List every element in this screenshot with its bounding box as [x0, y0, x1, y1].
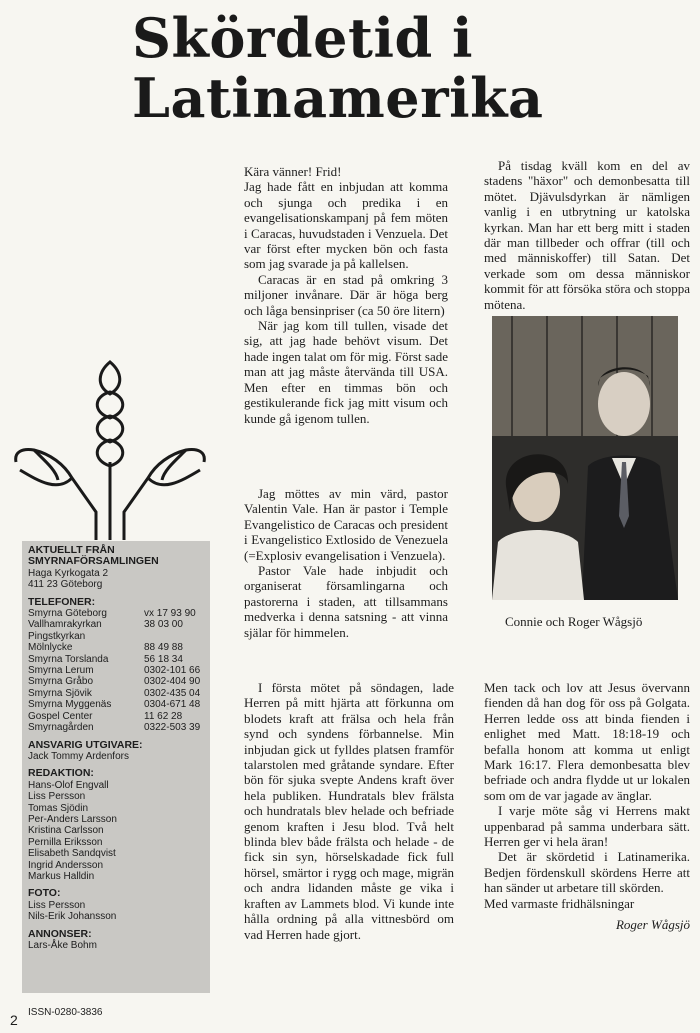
editor-name: Elisabeth Sandqvist — [28, 848, 116, 860]
phone-row — [28, 665, 204, 676]
photo-credit: Nils-Erik Johansson — [28, 911, 117, 923]
column-1-bottom — [244, 486, 448, 640]
paragraph: Med varmaste fridhälsningar — [484, 895, 635, 911]
sidebar-heading: SMYRNAFÖRSAMLINGEN — [28, 555, 159, 568]
phone-number: 0304-671 48 — [144, 699, 201, 711]
phone-row — [28, 688, 204, 699]
editor-name: Liss Persson — [28, 791, 86, 803]
issn: ISSN-0280-3836 — [28, 1007, 103, 1019]
title-line-2: Latinamerika — [132, 66, 544, 130]
wheat-hands-logo — [10, 352, 210, 542]
paragraph: Jag hade fått en inbjudan att komma och sjunga och predika i en evangelisationskampanj på fem möten i Caracas, huvudstaden i Venzuela. Det var först efter mycken bön och fasta som jag svarade ja på kallelsen. — [244, 179, 448, 272]
phone-location: Mölnlycke — [28, 642, 73, 654]
phone-number: 0302-101 66 — [144, 665, 201, 677]
paragraph: I första mötet på söndagen, lade Herren på mitt hjärta att förkunna om blodets kraft att frälsa och hela från synd och syndens förbannelse. Min inbjudan gick ut fylldes platsen framför talarstolen med gråtande syndare. Efter bön för sjuka svepte Andens kraft över hela publiken. Hundratals blev frälsta och hundratals blev helade och befriade genom kraften i Jesu blod. Två helt blinda blev både frälsta och helade - de fick sin syn, hörselskadade fick full hörsel, smärtor i rygg och mage, migrän och andra lidanden måste ge vika i kraften av Lammets blod. Vi kunde inte hålla ordning på alla vittnesbörd om vad Herren hade gjort. — [244, 680, 454, 942]
column-4 — [484, 680, 690, 933]
paragraph: På tisdag kväll kom en del av stadens "häxor" och demonbesattа till mötet. Djävulsdyrkan är nämligen vanlig i en utbrytning ur katolska kyrkan. Man har ett berg mitt i staden där man tillbeder och offrar (till och med människoffer) till Satan. Det verkade som om dessa människor kommit för att försöka störa och stoppa mötena. — [484, 158, 690, 312]
phone-row — [28, 699, 204, 710]
editor-name: Hans-Olof Engvall — [28, 779, 109, 791]
column-1-top — [244, 164, 448, 426]
address-line: 411 23 Göteborg — [28, 579, 103, 591]
ads-contact: Lars-Åke Bohm — [28, 940, 97, 951]
phone-number: 0322-503 39 — [144, 722, 201, 734]
paragraph: Jag möttes av min värd, pastor Valentin Vale. Han är pastor i Temple Evangelistico de Caracas och president i Evangelistico Extlosido de Venezuela (=Explosiv evangelisation i Venzuela). — [244, 486, 448, 563]
phones-heading: TELEFONER: — [28, 595, 96, 608]
phone-location: Smyrna Torslanda — [28, 653, 109, 665]
phone-location: Smyrna Gråbo — [28, 676, 94, 688]
phone-number: 38 03 00 — [144, 619, 183, 631]
phone-location: Gospel Center — [28, 710, 93, 722]
editors-heading: REDAKTION: — [28, 767, 94, 780]
paragraph: När jag kom till tullen, visade det sig, att jag hade behövt visum. Det hade ingen talat om för mig. Först sade man att jag måste återvända till USA. Men efter en timmas bön och gestikulerande fick jag mitt visum och kunde gå igenom tullen. — [244, 318, 448, 426]
signature: Roger Wågsjö — [615, 917, 690, 933]
paragraph: Pastor Vale hade inbjudit och organiserat församlingarna och pastorerna i staden, att tillsammans medverka i denna satsning - att vinna själar för himmelen. — [244, 563, 448, 640]
paragraph: Kära vänner! Frid! — [244, 164, 342, 179]
title-line-1: Skördetid i — [132, 6, 474, 70]
column-2-top — [484, 158, 690, 312]
portrait-photo — [492, 316, 678, 600]
paragraph: Men tack och lov att Jesus övervann fienden då han dog för oss på Golgata. Herren ledde oss att binda fienden i enlighet med Matt. 18:18-19 och befalla honom att komma ut enligt Mark 16:17. Flera demonbesatta blev befriade och andra flydde ut ur lokalen som om de var jagade av änglar. — [484, 680, 690, 803]
phone-location: Smyrna Myggenäs — [28, 699, 112, 711]
phone-location: Smyrna Göteborg — [28, 608, 107, 620]
page-number: 2 — [10, 1012, 18, 1028]
ads-heading: ANNONSER: — [28, 927, 92, 940]
phone-row — [28, 654, 204, 665]
paragraph: Caracas är en stad på omkring 3 miljoner invånare. Där är höga berg och låga bensinpriser (ca 50 öre litern) — [244, 271, 448, 318]
sidebar-heading: AKTUELLT FRÅN — [28, 544, 115, 556]
paragraph: Det är skördetid i Latinamerika. Bedjen fördenskull skördens Herre att han sänder ut arbetare till skörden. — [484, 849, 690, 896]
phone-row — [28, 676, 204, 687]
phone-number: 11 62 28 — [144, 710, 183, 722]
phone-row — [28, 642, 204, 653]
photo-credit-heading: FOTO: — [28, 887, 61, 900]
phone-list — [28, 608, 204, 733]
publisher-name: Jack Tommy Ardenfors — [28, 750, 129, 762]
phone-number: 88 49 88 — [144, 642, 183, 654]
phone-location: Vallhamrakyrkan — [28, 619, 102, 631]
photo-credit: Liss Persson — [28, 899, 86, 911]
phone-row — [28, 608, 204, 619]
editor-name: Kristina Carlsson — [28, 825, 104, 837]
phone-number: vx 17 93 90 — [144, 608, 196, 620]
publisher-heading: ANSVARIG UTGIVARE: — [28, 738, 143, 751]
editor-name: Markus Halldin — [28, 870, 95, 882]
info-sidebar — [22, 541, 210, 1019]
address-line: Haga Kyrkogata 2 — [28, 567, 109, 579]
phone-number: 0302-435 04 — [144, 687, 201, 699]
editor-name: Pernilla Eriksson — [28, 836, 103, 848]
phone-location: Smyrna Lerum — [28, 665, 94, 677]
editor-name: Tomas Sjödin — [28, 802, 89, 814]
phone-row — [28, 631, 204, 642]
phone-location: Smyrna Sjövik — [28, 687, 92, 699]
photo-caption: Connie och Roger Wågsjö — [505, 614, 643, 629]
phone-number — [144, 631, 204, 642]
phone-row — [28, 722, 204, 733]
phone-row — [28, 711, 204, 722]
phone-number: 0302-404 90 — [144, 676, 201, 688]
column-3 — [244, 680, 454, 942]
paragraph: I varje möte såg vi Herrens makt uppenbarad på samma underbara sätt. Herren ger vi hela äran! — [484, 803, 690, 850]
phone-number: 56 18 34 — [144, 653, 183, 665]
phone-row — [28, 619, 204, 630]
editor-name: Per-Anders Larsson — [28, 813, 117, 825]
editor-list — [28, 780, 204, 883]
article-title — [132, 8, 692, 128]
editor-name: Ingrid Andersson — [28, 859, 104, 871]
phone-location: Pingstkyrkan — [28, 630, 86, 642]
phone-location: Smyrnagården — [28, 722, 94, 734]
